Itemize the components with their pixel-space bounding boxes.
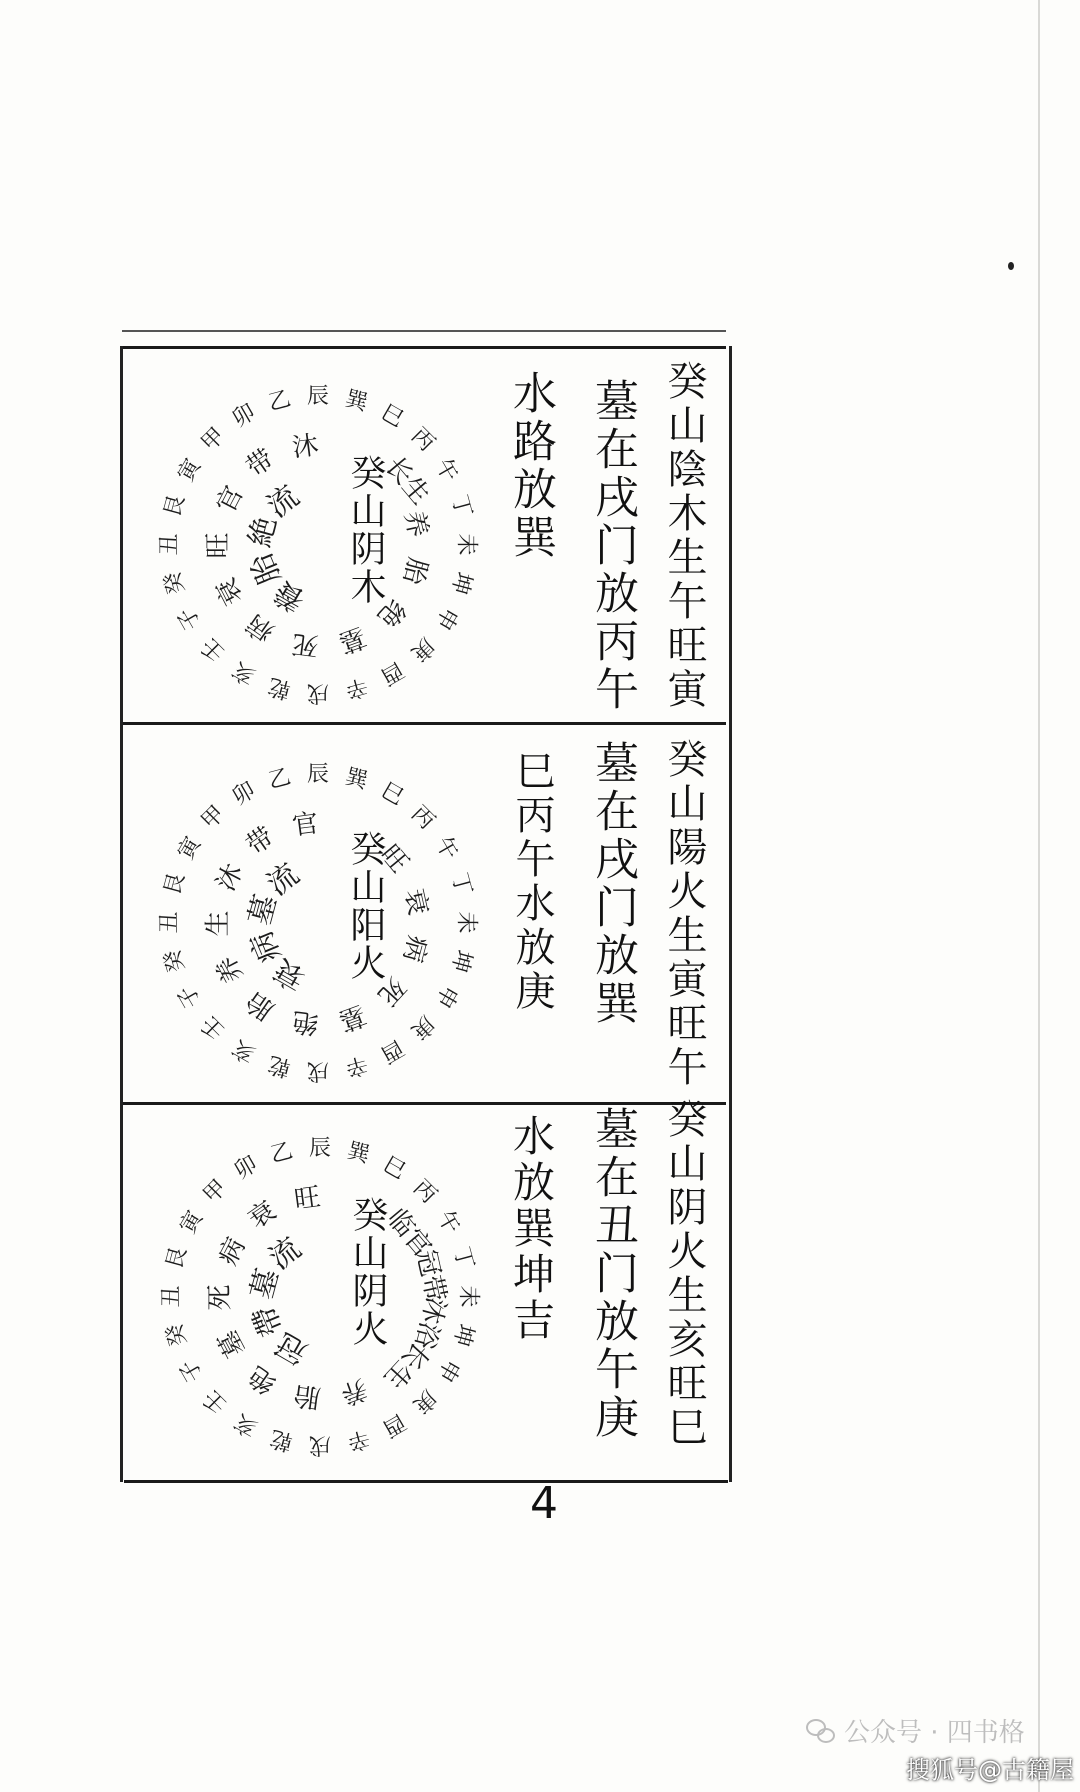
wheel-inner-char: 胎: [292, 1379, 322, 1413]
ink-speck: [1008, 262, 1014, 270]
wheel-center-char: 帶: [245, 1300, 290, 1342]
wheel-outer-char: 甲: [196, 801, 230, 835]
wheel-outer-char: 庚: [406, 632, 440, 666]
wheel-outer-char: 子: [173, 602, 207, 635]
wheel-outer-char: 戌: [307, 680, 330, 705]
wheel-center-char: 衰: [268, 951, 312, 997]
wheel-inner-char: 衰: [243, 1196, 283, 1236]
wheel-outer-char: 坤: [446, 946, 476, 975]
wheel-outer-char: 戌: [309, 1432, 332, 1457]
page-edge: [1038, 0, 1040, 1792]
wheel-inner-char: 墓: [334, 620, 370, 658]
wheel-outer-char: 巽: [344, 1138, 373, 1169]
wheel-outer-char: 辰: [307, 384, 330, 409]
wheel-outer-char: 亥: [228, 656, 260, 689]
wheel-outer-char: 坤: [446, 568, 476, 597]
wheel-outer-char: 酉: [376, 1034, 408, 1067]
wheel-outer-char: 亥: [230, 1408, 262, 1441]
panel-1-column-1: 癸山陰木生午旺寅: [661, 360, 707, 712]
wheel-outer-char: 卯: [228, 777, 260, 811]
wheel-inner-char: 旺: [203, 532, 234, 559]
wheel-center-char: 流: [263, 1231, 309, 1278]
wheel-outer-char: 寅: [173, 832, 207, 865]
wheel-inner-char: 官: [210, 481, 250, 519]
wheel-inner-char: 绝: [371, 592, 412, 633]
panel-2-column-3: 巳丙午水放庚: [509, 750, 555, 1014]
wheel-outer-char: 辛: [342, 672, 371, 703]
wheel-outer-char: 壬: [196, 1010, 230, 1044]
wheel-outer-char: 酉: [378, 1408, 410, 1441]
wheel-outer-char: 艮: [162, 1244, 192, 1273]
panel-3-wheel-center: 癸山阴火: [347, 1196, 388, 1348]
wheel-outer-char: 乾: [265, 1050, 294, 1081]
wheel-inner-char: 带: [241, 444, 281, 484]
wheel-outer-char: 艮: [160, 870, 190, 899]
wheel-center-char: 流: [261, 479, 307, 526]
wheel-outer-char: 午: [429, 454, 463, 487]
wheel-inner-char: 临官: [381, 1203, 438, 1264]
watermark-account: 公众号 · 四书格: [844, 1718, 1025, 1748]
wheel-outer-char: 巽: [342, 764, 371, 795]
wheel-outer-char: 庚: [406, 1010, 440, 1044]
bottom-rule: [124, 1480, 728, 1483]
wheel-inner-char: 长生: [379, 451, 436, 512]
wheel-outer-char: 卯: [230, 1151, 262, 1185]
wheel-outer-char: 午: [431, 1206, 465, 1239]
wheel-inner-char: 墓: [212, 1324, 252, 1362]
wheel-inner-char: 墓: [334, 998, 370, 1036]
wheel-inner-char: 病: [212, 1233, 252, 1271]
wheel-outer-char: 丑: [157, 911, 183, 934]
wheel-inner-char: 沐: [210, 859, 250, 897]
wheel-outer-char: 午: [429, 832, 463, 865]
wheel-outer-char: 未: [455, 1285, 481, 1308]
wheel-inner-char: 病: [241, 607, 281, 647]
wheel-outer-char: 卯: [228, 399, 260, 433]
wheel-inner-char: 绝: [290, 1005, 320, 1039]
wheel-outer-char: 辰: [309, 1136, 332, 1161]
panel-1-column-2: 墓在戌门放丙午: [587, 378, 638, 714]
wheel-inner-char: 胎: [241, 985, 281, 1025]
wheel-outer-char: 巳: [376, 777, 408, 811]
wheel-outer-char: 丑: [159, 1285, 185, 1308]
wheel-outer-char: 丙: [406, 423, 440, 457]
panel-3-column-1: 癸山阴火生亥旺巳: [661, 1098, 707, 1450]
wheel-outer-char: 未: [453, 533, 479, 556]
wheel-outer-char: 乙: [265, 764, 294, 795]
panel-2-column-1: 癸山陽火生寅旺午: [661, 738, 707, 1090]
wheel-outer-char: 子: [173, 980, 207, 1013]
wheel-outer-char: 乙: [265, 386, 294, 417]
wheel-inner-char: 绝: [243, 1359, 283, 1399]
panel-1-column-3: 水路放巽: [505, 370, 556, 562]
wheel-inner-char: 衰: [210, 572, 250, 610]
wheel-outer-char: 壬: [198, 1384, 232, 1418]
wheel-outer-char: 辰: [307, 762, 330, 787]
wheel-inner-char: 死: [290, 627, 320, 661]
wheel-outer-char: 丁: [446, 870, 476, 899]
top-rule: [122, 330, 726, 332]
panel-3-column-3: 水放巽坤吉: [507, 1114, 556, 1344]
page-number: 4: [530, 1478, 558, 1529]
wheel-outer-char: 乾: [267, 1424, 296, 1455]
wheel-center-char: 胎: [243, 548, 288, 590]
wheel-outer-char: 子: [175, 1354, 209, 1387]
wheel-inner-char: 病: [396, 932, 432, 966]
wheel-outer-char: 丁: [448, 1244, 478, 1273]
wechat-icon: [806, 1719, 834, 1743]
wheel-center-char: 冠: [270, 1325, 314, 1371]
wheel-outer-char: 寅: [173, 454, 207, 487]
wheel-inner-char: 养: [210, 950, 250, 988]
wheel-center-char: 病: [243, 926, 288, 968]
wheel-outer-char: 辛: [342, 1050, 371, 1081]
wheel-outer-char: 艮: [160, 492, 190, 521]
wheel-outer-char: 申: [429, 980, 463, 1013]
wheel-outer-char: 酉: [376, 656, 408, 689]
wheel-inner-char: 沐: [290, 430, 320, 464]
wheel-outer-char: 甲: [196, 423, 230, 457]
wheel-outer-char: 巽: [342, 386, 371, 417]
panel-2-column-2: 墓在戌门放巽: [587, 740, 638, 1028]
wheel-outer-char: 戌: [307, 1058, 330, 1083]
wheel-inner-char: 养: [397, 508, 433, 540]
panel-2-wheel-center: 癸山阳火: [345, 830, 386, 982]
panel-3-column-2: 墓在丑门放午庚: [587, 1106, 638, 1442]
wheel-inner-char: 带: [241, 822, 281, 862]
wheel-outer-char: 癸: [160, 568, 190, 597]
wheel-outer-char: 巳: [378, 1151, 410, 1185]
wheel-outer-char: 丁: [446, 492, 476, 521]
wheel-inner-char: 长生: [377, 1335, 435, 1395]
wheel-outer-char: 未: [453, 911, 479, 934]
wheel-outer-char: 庚: [408, 1384, 442, 1418]
wheel-outer-char: 丙: [406, 801, 440, 835]
wheel-outer-char: 乙: [267, 1138, 296, 1169]
wheel-inner-char: 冠带: [409, 1247, 451, 1305]
wheel-outer-char: 辛: [344, 1424, 373, 1455]
wheel-inner-char: 死: [371, 970, 412, 1011]
wheel-center-char: 養: [268, 573, 312, 619]
wheel-inner-char: 旺: [292, 1182, 322, 1216]
panel-1-wheel-center: 癸山阴木: [345, 454, 386, 606]
wheel-outer-char: 申: [429, 602, 463, 635]
wheel-inner-char: 官: [290, 808, 320, 842]
wheel-outer-char: 甲: [198, 1175, 232, 1209]
source-mark: 搜狐号@古籍屋: [906, 1756, 1074, 1784]
wheel-outer-char: 丑: [157, 533, 183, 556]
wheel-inner-char: 沐浴: [407, 1294, 451, 1353]
wheel-center-char: 絶: [242, 513, 285, 552]
wheel-inner-char: 生: [203, 910, 234, 937]
wheel-center-char: 墓: [242, 891, 285, 930]
wheel-outer-char: 癸: [162, 1320, 192, 1349]
wheel-outer-char: 丙: [408, 1175, 442, 1209]
wheel-outer-char: 坤: [448, 1320, 478, 1349]
wheel-center-char: 墓: [244, 1265, 287, 1304]
wheel-inner-char: 旺: [374, 839, 415, 880]
wheel-outer-char: 壬: [196, 632, 230, 666]
wheel-outer-char: 乾: [265, 672, 294, 703]
wheel-outer-char: 癸: [160, 946, 190, 975]
wheel-outer-char: 申: [431, 1354, 465, 1387]
wheel-outer-char: 巳: [376, 399, 408, 433]
wheel-center-char: 流: [261, 857, 307, 904]
watermark: [806, 1712, 1025, 1749]
wheel-outer-char: 寅: [175, 1206, 209, 1239]
wheel-outer-char: 亥: [228, 1034, 260, 1067]
wheel-inner-char: 养: [336, 1372, 372, 1410]
wheel-inner-char: 死: [205, 1284, 236, 1311]
wheel-inner-char: 衰: [397, 886, 433, 918]
wheel-inner-char: 胎: [396, 554, 432, 588]
